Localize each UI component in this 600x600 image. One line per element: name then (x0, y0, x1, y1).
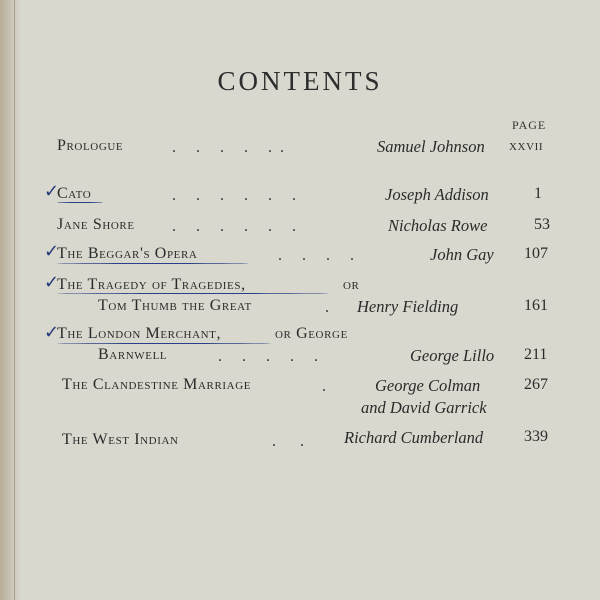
pen-underline (57, 293, 329, 294)
entry-author: Joseph Addison (385, 185, 489, 204)
entry-page: xxvii (509, 137, 544, 154)
entry-author-continued: and David Garrick (361, 398, 487, 417)
entry-title: Cato (57, 185, 92, 202)
entry-title-continued: Barnwell (98, 346, 168, 363)
entry-page: 107 (524, 245, 548, 262)
dot-leader: . . . . . (218, 348, 318, 365)
entry-title: Jane Shore (57, 216, 135, 233)
dot-leader: . . . . . . (172, 139, 284, 156)
entry-title: The London Merchant, (57, 325, 222, 342)
entry-page: 339 (524, 428, 548, 445)
entry-author: Samuel Johnson (377, 137, 485, 156)
entry-title: The Tragedy of Tragedies, (57, 276, 246, 293)
check-mark-icon: ✓ (44, 322, 60, 343)
entry-page: 161 (524, 297, 548, 314)
dot-leader: . . . . (278, 247, 354, 264)
entry-author: Richard Cumberland (344, 428, 484, 447)
entry-title: The Beggar's Opera (57, 245, 198, 262)
check-mark-icon: ✓ (44, 181, 60, 202)
entry-author: Nicholas Rowe (388, 216, 488, 235)
entry-title-continued: Tom Thumb the Great (98, 297, 252, 314)
entry-author: Henry Fielding (357, 297, 459, 316)
dot-leader: . . (272, 433, 304, 450)
entry-title: Prologue (57, 137, 124, 154)
entry-page: 1 (534, 185, 542, 202)
pen-underline (57, 343, 271, 344)
check-mark-icon: ✓ (44, 241, 60, 262)
entry-title: The West Indian (62, 431, 179, 448)
entry-title: The Clandestine Marriage (62, 376, 252, 393)
dot-leader: . . . . . . (172, 187, 296, 204)
entry-title-suffix: or George (275, 325, 348, 342)
dot-leader: . . . . . . (172, 218, 296, 235)
entry-author: George Lillo (410, 346, 495, 365)
entry-author: John Gay (430, 245, 494, 264)
entry-author: George Colman (375, 376, 481, 395)
check-mark-icon: ✓ (44, 272, 60, 293)
pen-underline (57, 263, 249, 264)
contents-title: CONTENTS (217, 66, 383, 96)
pen-underline (57, 202, 103, 203)
entry-page: 53 (534, 216, 550, 233)
entry-page: 211 (524, 346, 548, 363)
page-column-label: PAGE (512, 118, 547, 132)
entry-page: 267 (524, 376, 548, 393)
dot-leader: . (322, 378, 326, 395)
dot-leader: . (325, 299, 329, 316)
entry-title-suffix: or (343, 276, 360, 293)
